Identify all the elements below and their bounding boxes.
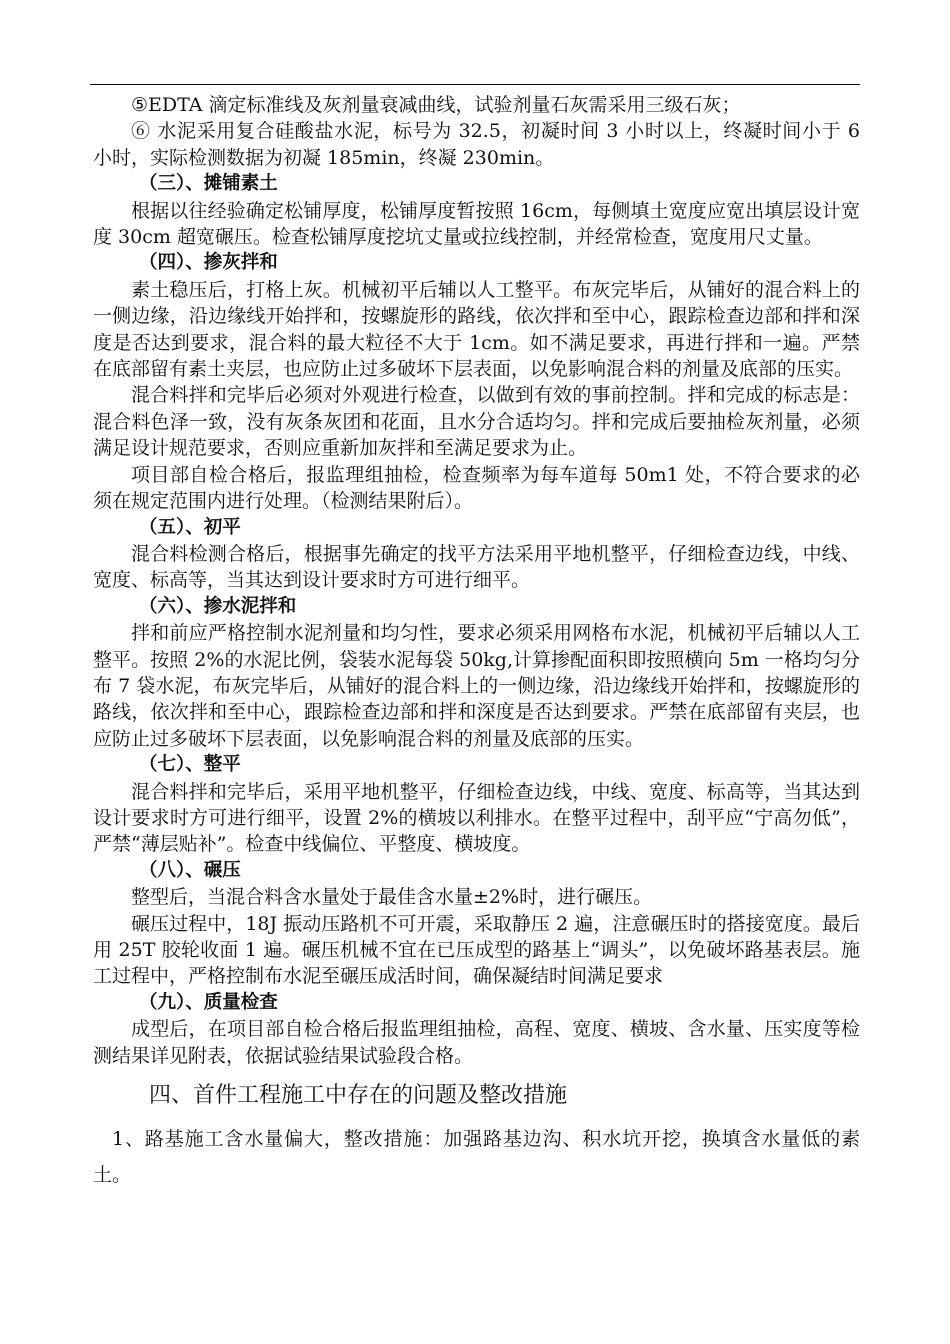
heading-initial-leveling: （五）、初平 bbox=[139, 516, 241, 538]
heading-leveling: （七）、整平 bbox=[139, 754, 241, 776]
heading-compaction: （八）、碾压 bbox=[139, 859, 241, 881]
paragraph-spread-soil: 根据以往经验确定松铺厚度，松铺厚度暂按照 16cm，每侧填土宽度应宽出填层设计宽度 30cm 超宽碾压。检查松铺厚度挖坑丈量或拉线控制，并经常检查，宽度用尺丈量。 bbox=[93, 199, 860, 249]
paragraph-mix-inspection: 混合料拌和完毕后必须对外观进行检查，以做到有效的事前控制。拌和完成的标志是：混合料色泽一致，没有灰条灰团和花面，且水分合适均匀。拌和完成后要抽检灰剂量，必须满足设计规范要求，否则应重新加灰拌和至满足要求为止。 bbox=[93, 384, 860, 460]
paragraph-lime-mixing: 素土稳压后，打格上灰。机械初平后辅以人工整平。布灰完毕后，从铺好的混合料上的一侧边缘，沿边缘线开始拌和，按螺旋形的路线，依次拌和至中心，跟踪检查边部和拌和深度是否达到要求，混合料的最大粒径不大于 1cm。如不满足要求，再进行拌和一遍。严禁在底部留有素土夹层，也应防止过多破坏下层表面，以免影响混合料的剂量及底部的压实。 bbox=[93, 278, 860, 381]
paragraph-initial-leveling: 混合料检测合格后，根据事先确定的找平方法采用平地机整平，仔细检查边线，中线、宽度、标高等，当其达到设计要求时方可进行细平。 bbox=[93, 542, 860, 592]
header-rule bbox=[90, 84, 860, 85]
heading-cement-mixing: （六）、掺水泥拌和 bbox=[139, 595, 297, 617]
paragraph-leveling: 混合料拌和完毕后，采用平地机整平，仔细检查边线，中线、宽度、标高等，当其达到设计要求时方可进行细平，设置 2%的横坡以利排水。在整平过程中，刮平应“宁高勿低”，严禁“薄层贴补”。检查中线偏位、平整度、横坡度。 bbox=[93, 780, 860, 856]
heading-spread-soil: （三）、摊铺素土 bbox=[139, 173, 278, 195]
heading-lime-mixing: （四）、掺灰拌和 bbox=[139, 252, 278, 274]
section-heading-issues: 四、首件工程施工中存在的问题及整改措施 bbox=[149, 1083, 568, 1109]
paragraph-cement-mixing: 拌和前应严格控制水泥剂量和均匀性，要求必须采用网格布水泥，机械初平后辅以人工整平。按照 2%的水泥比例，袋装水泥每袋 50kg,计算掺配面积即按照横向 5m 一格均匀分布 7 袋水泥，布灰完毕后，从铺好的混合料上的一侧边缘，沿边缘线开始拌和，按螺旋形的路线，依次拌和至中心，跟踪检查边部和拌和深度是否达到要求。严禁在底部留有夹层，也应防止过多破坏下层表面，以免影响混合料的剂量及底部的压实。 bbox=[93, 622, 860, 750]
paragraph-cement: ⑥ 水泥采用复合硅酸盐水泥，标号为 32.5，初凝时间 3 小时以上，终凝时间小于 6 小时，实际检测数据为初凝 185min，终凝 230min。 bbox=[93, 120, 860, 169]
paragraph-quality-check: 成型后，在项目部自检合格后报监理组抽检，高程、宽度、横坡、含水量、压实度等检测结果详见附表，依据试验结果试验段合格。 bbox=[93, 1018, 860, 1067]
paragraph-self-check: 项目部自检合格后，报监理组抽检，检查频率为每车道每 50m1 处，不符合要求的必须在规定范围内进行处理。（检测结果附后）。 bbox=[93, 463, 860, 513]
paragraph-compaction-process: 碾压过程中，18J 振动压路机不可开震，采取静压 2 遍，注意碾压时的搭接宽度。最后用 25T 胶轮收面 1 遍。碾压机械不宜在已压成型的路基上“调头”，以免破坏路基表层。施工过程中，严格控制布水泥至碾压成活时间，确保凝结时间满足要求 bbox=[93, 912, 860, 988]
paragraph-edta: ⑤EDTA 滴定标准线及灰剂量衰减曲线，试验剂量石灰需采用三级石灰； bbox=[131, 94, 741, 116]
document-body bbox=[93, 92, 860, 1193]
paragraph-compaction-moisture: 整型后，当混合料含水量处于最佳含水量±2%时，进行碾压。 bbox=[131, 886, 653, 909]
heading-quality-check: （九）、质量检查 bbox=[139, 991, 278, 1013]
paragraph-issue-1: 1、路基施工含水量偏大，整改措施：加强路基边沟、积水坑开挖，换填含水量低的素土。 bbox=[93, 1128, 860, 1187]
